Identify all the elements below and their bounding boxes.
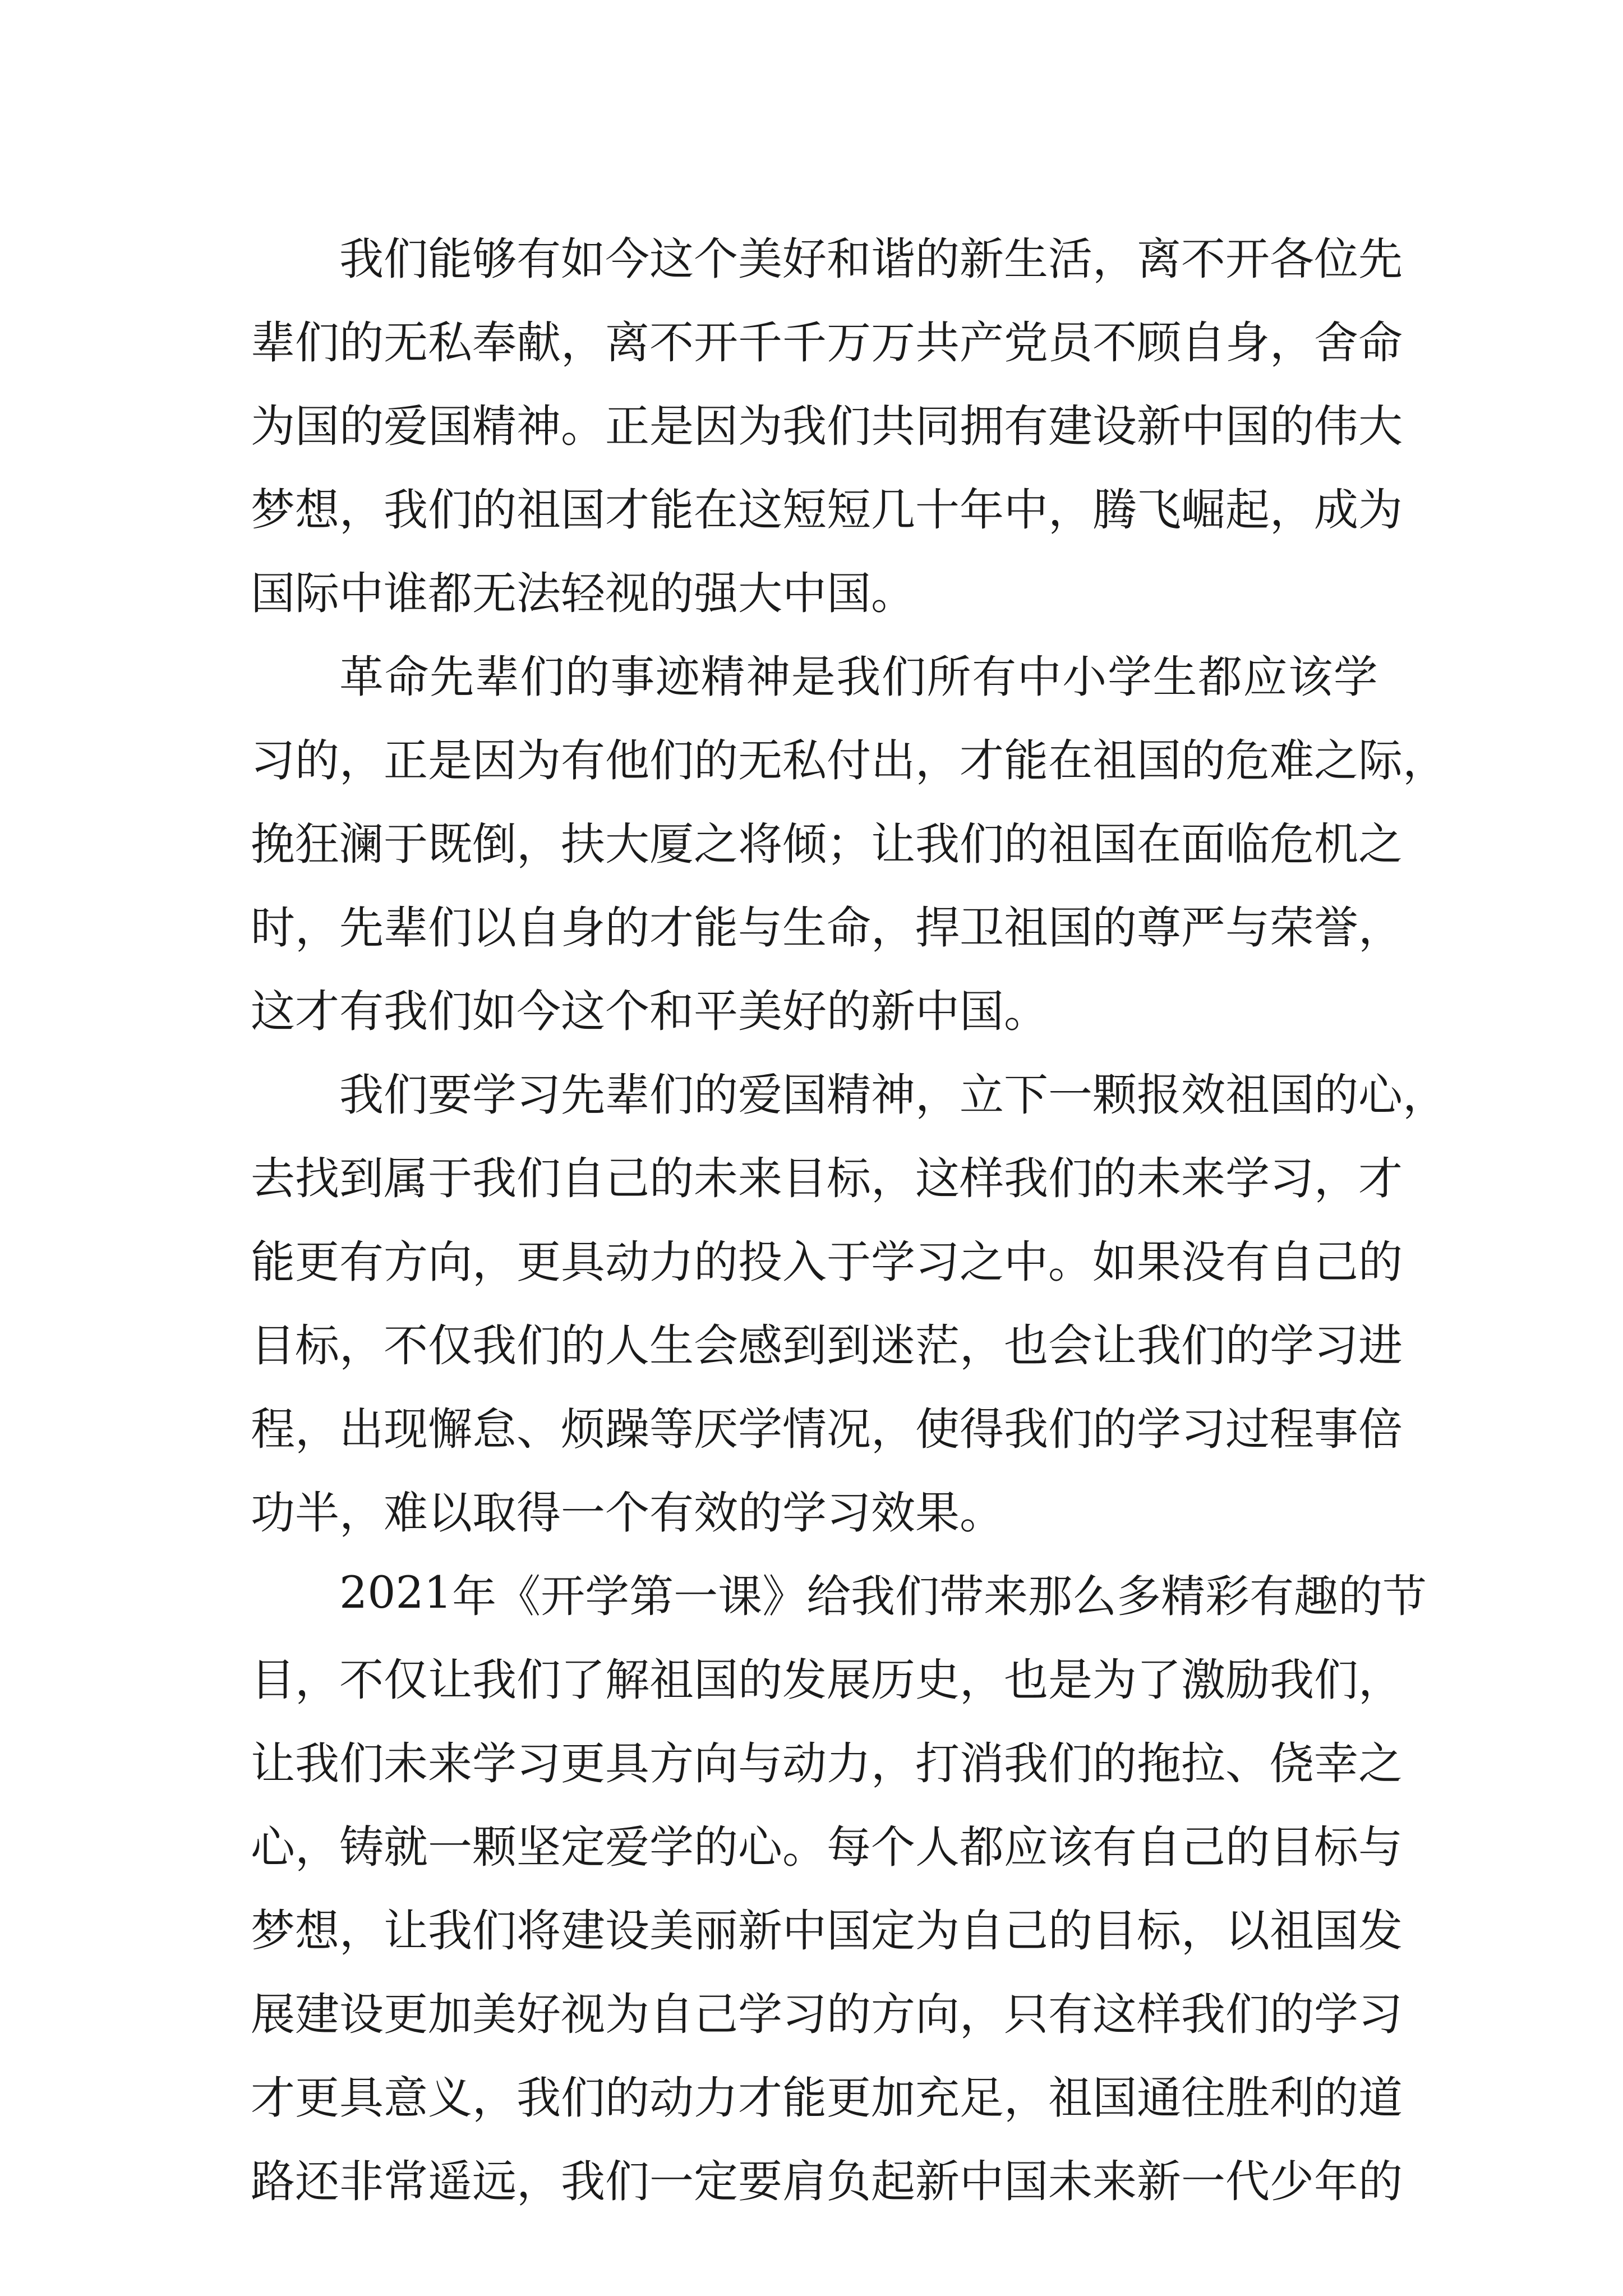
paragraph-3-line-2: 去 找 到 属 于 我 们 自 己 的 未 来 目 标 ， 这 样 我 们 的 未 来 学 习 ， 才 bbox=[251, 1152, 1403, 1204]
paragraph-3-line-6: 功半，难以取得一个有效的学习效果。 bbox=[251, 1487, 1004, 1539]
paragraph-2-line-4: 时 ， 先 辈 们 以 自 身 的 才 能 与 生 命 ， 捍 卫 祖 国 的 尊 严 与 荣 誉 ， bbox=[251, 901, 1403, 954]
paragraph-2-line-3: 挽 狂 澜 于 既 倒 ， 扶 大 厦 之 将 倾 ； 让 我 们 的 祖 国 在 面 临 危 机 之 bbox=[251, 818, 1403, 870]
paragraph-1-line-2: 辈 们 的 无 私 奉 献 ， 离 不 开 千 千 万 万 共 产 党 员 不 顾 自 身 ， 舍 命 bbox=[251, 316, 1403, 369]
document-body bbox=[251, 213, 1447, 2219]
paragraph-4-line-3: 让 我 们 未 来 学 习 更 具 方 向 与 动 力 ， 打 消 我 们 的 拖 拉 、 侥 幸 之 bbox=[251, 1737, 1403, 1789]
paragraph-2-line-2: 习 的 ， 正 是 因 为 有 他 们 的 无 私 付 出 ， 才 能 在 祖 国 的 危 难 之 际 ， bbox=[251, 734, 1447, 786]
paragraph-1-line-3: 为 国 的 爱 国 精 神 。 正 是 因 为 我 们 共 同 拥 有 建 设 新 中 国 的 伟 大 bbox=[251, 400, 1403, 452]
paragraph-3-line-4: 目 标 ， 不 仅 我 们 的 人 生 会 感 到 到 迷 茫 ， 也 会 让 我 们 的 学 习 进 bbox=[251, 1319, 1403, 1372]
paragraph-3-line-3: 能 更 有 方 向 ， 更 具 动 力 的 投 入 于 学 习 之 中 。 如 果 没 有 自 己 的 bbox=[251, 1236, 1403, 1288]
paragraph-4-line-8: 路 还 非 常 遥 远 ， 我 们 一 定 要 肩 负 起 新 中 国 未 来 新 一 代 少 年 的 bbox=[251, 2155, 1403, 2207]
paragraph-4-line-7: 才 更 具 意 义 ， 我 们 的 动 力 才 能 更 加 充 足 ， 祖 国 通 往 胜 利 的 道 bbox=[251, 2072, 1403, 2124]
paragraph-2-line-1: 革 命 先 辈 们 的 事 迹 精 神 是 我 们 所 有 中 小 学 生 都 应 该 学 bbox=[339, 651, 1378, 703]
paragraph-1-line-1: 我 们 能 够 有 如 今 这 个 美 好 和 谐 的 新 生 活 ， 离 不 开 各 位 先 bbox=[339, 233, 1403, 285]
paragraph-1-line-5: 国际中谁都无法轻视的强大中国。 bbox=[251, 567, 915, 619]
paragraph-4-line-2: 目 ， 不 仅 让 我 们 了 解 祖 国 的 发 展 历 史 ， 也 是 为 了 激 励 我 们 ， bbox=[251, 1654, 1403, 1706]
paragraph-4-line-6: 展 建 设 更 加 美 好 视 为 自 己 学 习 的 方 向 ， 只 有 这 样 我 们 的 学 习 bbox=[251, 1988, 1403, 2040]
paragraph-4-line-1: 2021 年 《 开 学 第 一 课 》 给 我 们 带 来 那 么 多 精 彩 有 趣 的 节 bbox=[339, 1566, 1427, 1622]
paragraph-1-line-4: 梦 想 ， 我 们 的 祖 国 才 能 在 这 短 短 几 十 年 中 ， 腾 飞 崛 起 ， 成 为 bbox=[251, 484, 1403, 536]
paragraph-3-line-1: 我 们 要 学 习 先 辈 们 的 爱 国 精 神 ， 立 下 一 颗 报 效 祖 国 的 心 ， bbox=[339, 1069, 1447, 1121]
paragraph-2-line-5: 这才有我们如今这个和平美好的新中国。 bbox=[251, 985, 1048, 1037]
paragraph-4-line-5: 梦 想 ， 让 我 们 将 建 设 美 丽 新 中 国 定 为 自 己 的 目 标 ， 以 祖 国 发 bbox=[251, 1904, 1403, 1957]
paragraph-4-line-4: 心 ， 铸 就 一 颗 坚 定 爱 学 的 心 。 每 个 人 都 应 该 有 自 己 的 目 标 与 bbox=[251, 1821, 1403, 1873]
paragraph-3-line-5: 程 ， 出 现 懈 怠 、 烦 躁 等 厌 学 情 况 ， 使 得 我 们 的 学 习 过 程 事 倍 bbox=[251, 1403, 1403, 1455]
